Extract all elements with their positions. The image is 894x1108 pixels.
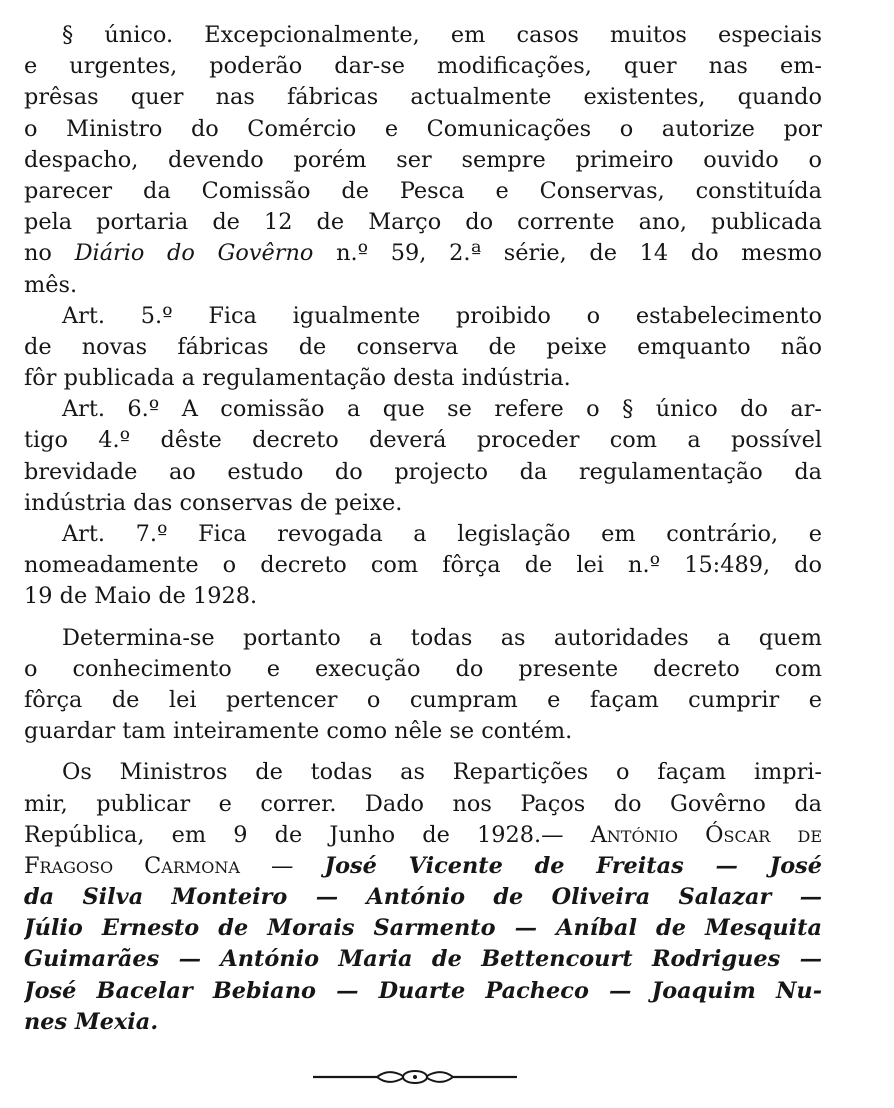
article-6-line: indústria das conservas de peixe. <box>24 489 403 516</box>
text-segment: no <box>24 240 75 267</box>
paragraph-unico-line: e urgentes, poderão dar-se modificações, quer nas em- <box>24 53 822 80</box>
text-segment: n.º 59, 2.ª série, de 14 do mesmo <box>313 240 822 267</box>
paragraph-unico-line: parecer da Comissão de Pesca e Conservas, constituída <box>24 177 822 204</box>
decree-text <box>24 20 822 1038</box>
paragraph-unico-line: o Ministro do Comércio e Comunicações o autorize por <box>24 115 822 142</box>
paragraph-unico-line: § único. Excepcionalmente, em casos muitos especiais <box>62 22 822 48</box>
article-7-line: nomeadamente o decreto com fôrça de lei n.º 15:489, do <box>24 552 822 579</box>
signatory-names: José Vicente de Freitas — José <box>324 852 822 879</box>
signatory-name: Fragoso Carmona <box>24 852 240 879</box>
paragraph-unico-line: prêsas quer nas fábricas actualmente existentes, quando <box>24 84 822 111</box>
paragraph-unico-line <box>24 238 822 269</box>
determination-line: Determina-se portanto a todas as autoridades a quem <box>62 624 822 651</box>
article-6-line: brevidade ao estudo do projecto da regulamentação da <box>24 458 822 485</box>
determination-line: o conhecimento e execução do presente decreto com <box>24 655 822 682</box>
determination-line: guardar tam inteiramente como nêle se contém. <box>24 718 573 745</box>
article-7-line: 19 de Maio de 1928. <box>24 583 258 610</box>
closing-line <box>24 820 822 851</box>
decorative-rule <box>313 1066 517 1088</box>
signatories-line: Júlio Ernesto de Morais Sarmento — Aníbal de Mesquita <box>24 915 822 942</box>
determination-line: fôrça de lei pertencer o cumpram e façam cumprir e <box>24 686 822 713</box>
article-5-line: de novas fábricas de conserva de peixe emquanto não <box>24 333 822 360</box>
signatories-line <box>24 851 822 882</box>
paragraph-unico-line: pela portaria de 12 de Março do corrente ano, publicada <box>24 209 822 236</box>
signatories-line: Guimarães — António Maria de Bettencourt Rodrigues — <box>24 946 822 973</box>
paragraph-unico-line: despacho, devendo porém ser sempre primeiro ouvido o <box>24 146 822 173</box>
publication-title: Diário do Govêrno <box>74 240 314 267</box>
signatories-line: da Silva Monteiro — António de Oliveira Salazar — <box>24 884 822 911</box>
article-6-line: tigo 4.º dêste decreto deverá proceder com a possível <box>24 427 822 454</box>
paragraph-unico-line: mês. <box>24 271 78 298</box>
article-5-line: fôr publicada a regulamentação desta indústria. <box>24 365 571 392</box>
text-segment: — <box>239 852 325 879</box>
signatories-line: nes Mexia. <box>24 1008 159 1035</box>
article-5-line: Art. 5.º Fica igualmente proibido o estabelecimento <box>62 302 822 329</box>
signatories-line: José Bacelar Bebiano — Duarte Pacheco — Joaquim Nu- <box>24 977 822 1004</box>
article-6-line: Art. 6.º A comissão a que se refere o § único do ar- <box>62 396 822 423</box>
closing-line: mir, publicar e correr. Dado nos Paços do Govêrno da <box>24 790 822 817</box>
signatory-name: António Óscar de <box>590 821 822 848</box>
article-7-line: Art. 7.º Fica revogada a legislação em contrário, e <box>62 521 822 547</box>
closing-line: Os Ministros de todas as Repartições o façam impri- <box>62 759 822 786</box>
text-segment: República, em 9 de Junho de 1928.— <box>24 821 591 848</box>
